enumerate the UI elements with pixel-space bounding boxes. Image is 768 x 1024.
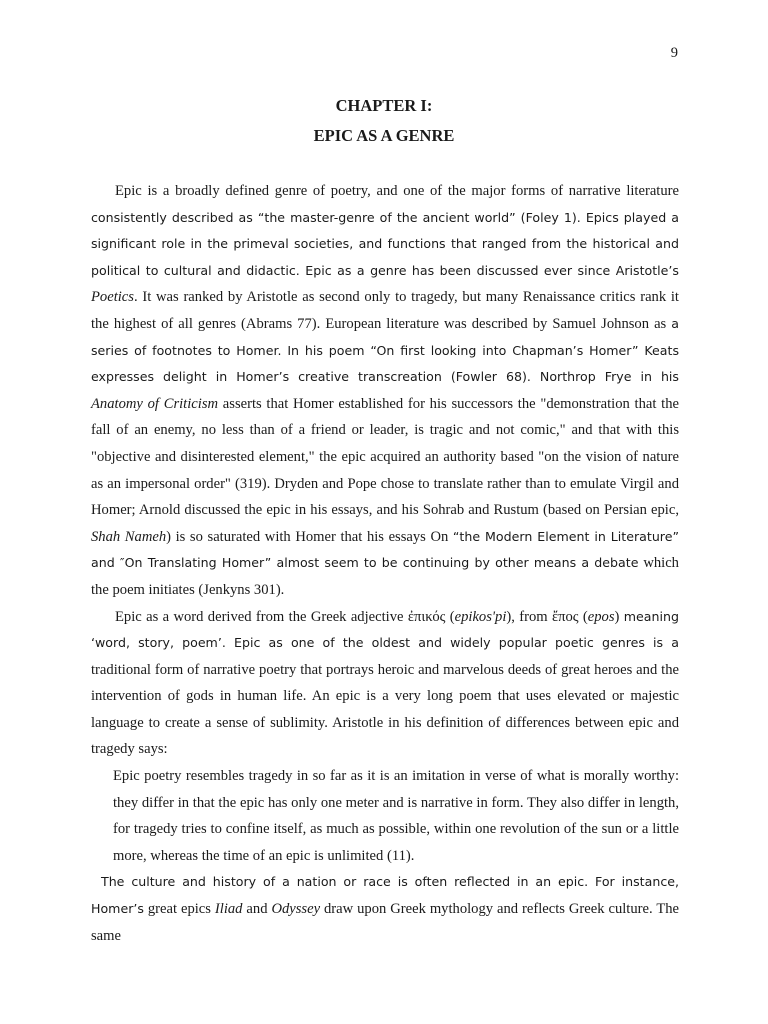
work-title: Odyssey bbox=[271, 901, 321, 918]
page-number: 9 bbox=[670, 45, 678, 61]
text-run: “the Modern Element in Literature” and ″On Translating Homer” almost seem to be continuing by other means a debate bbox=[91, 528, 679, 571]
greek-word: ἔπος bbox=[551, 608, 579, 625]
text-run: The culture and history of a nation or race is often reflected in an epic. For instance, Homer’s bbox=[91, 874, 679, 917]
transliteration: epikos'pi bbox=[454, 608, 507, 625]
text-run: a series of footnotes to Homer. In his poem “On first looking into Chapman’s Homer” Keats expresses delight in Homer’s creative transcreation (Fowler 68). Northrop Frye in his bbox=[91, 315, 679, 385]
text-run: asserts that Homer established for his successors the "demonstration that the fall of an enemy, no less than of a friend or leader, is tragic and not comic," and that with this "objective and disinterested element," the epic acquired an authority based "on the vision of nature as an impersonal order" (319). Dryden and Pope chose to translate rather than to emulate Virgil and Homer; Arnold discussed the epic in his essays, and his Sohrab and Rustum (based on Persian epic, bbox=[91, 395, 680, 519]
paragraph-1 bbox=[91, 178, 679, 604]
text-run: which the poem initiates (Jenkyns 301). bbox=[91, 555, 679, 598]
work-title: Anatomy of Criticism bbox=[91, 395, 219, 412]
chapter-label: CHAPTER I: bbox=[335, 96, 433, 115]
chapter-heading bbox=[0, 91, 768, 151]
text-run: ) is so saturated with Homer that his essays On bbox=[166, 528, 453, 545]
work-title: Iliad bbox=[214, 901, 243, 918]
text-run: ( bbox=[445, 608, 455, 625]
greek-word: ἐπικός bbox=[407, 608, 446, 625]
text-run: ), from bbox=[506, 608, 552, 625]
text-run: and bbox=[242, 901, 272, 918]
text-run: meaning ‘word, story, poem’. Epic as one of the oldest and widely popular poetic genres is a bbox=[91, 608, 679, 651]
text-run: draw upon Greek mythology and reflects Greek culture. The same bbox=[91, 901, 680, 944]
text-run: consistently described as “the master-genre of the ancient world” (Foley 1). Epics played a significant role in the primeval societies, and functions that ranged from the historical and political to cultural and didactic. Epic as a genre has been discussed ever since Aristotle’s bbox=[91, 209, 679, 278]
work-title: Poetics bbox=[91, 289, 134, 306]
work-title: Shah Nameh bbox=[91, 528, 167, 545]
text-run: ( bbox=[578, 608, 588, 625]
body-text bbox=[91, 178, 679, 949]
text-run: . It was ranked by Aristotle as second only to tragedy, but many Renaissance critics rank it the highest of all genres (Abrams 77). European literature was described by Samuel Johnson as bbox=[91, 289, 679, 332]
block-quote: Epic poetry resembles tragedy in so far as it is an imitation in verse of what is morally worthy: they differ in that the epic has only one meter and is narrative in form. They also differ in length, for tragedy tries to confine itself, as much as possible, within one revolution of the sun or a little more, whereas the time of an epic is unlimited (11). bbox=[113, 768, 679, 864]
text-run: ) bbox=[614, 608, 624, 625]
chapter-title: EPIC AS A GENRE bbox=[313, 126, 455, 145]
paragraph-2 bbox=[91, 604, 679, 764]
transliteration: epos bbox=[587, 608, 615, 625]
text-run: Epic is a broadly defined genre of poetry, and one of the major forms of narrative literature bbox=[115, 183, 679, 199]
text-run: traditional form of narrative poetry that portrays heroic and marvelous deeds of great heroes and the intervention of gods in human life. An epic is a very long poem that uses elevated or majestic language to create a sense of sublimity. Aristotle in his definition of differences between epic and tragedy says: bbox=[91, 661, 679, 758]
text-run: great epics bbox=[143, 901, 215, 918]
paragraph-3 bbox=[91, 869, 679, 949]
text-run: Epic as a word derived from the Greek adjective bbox=[115, 608, 408, 625]
